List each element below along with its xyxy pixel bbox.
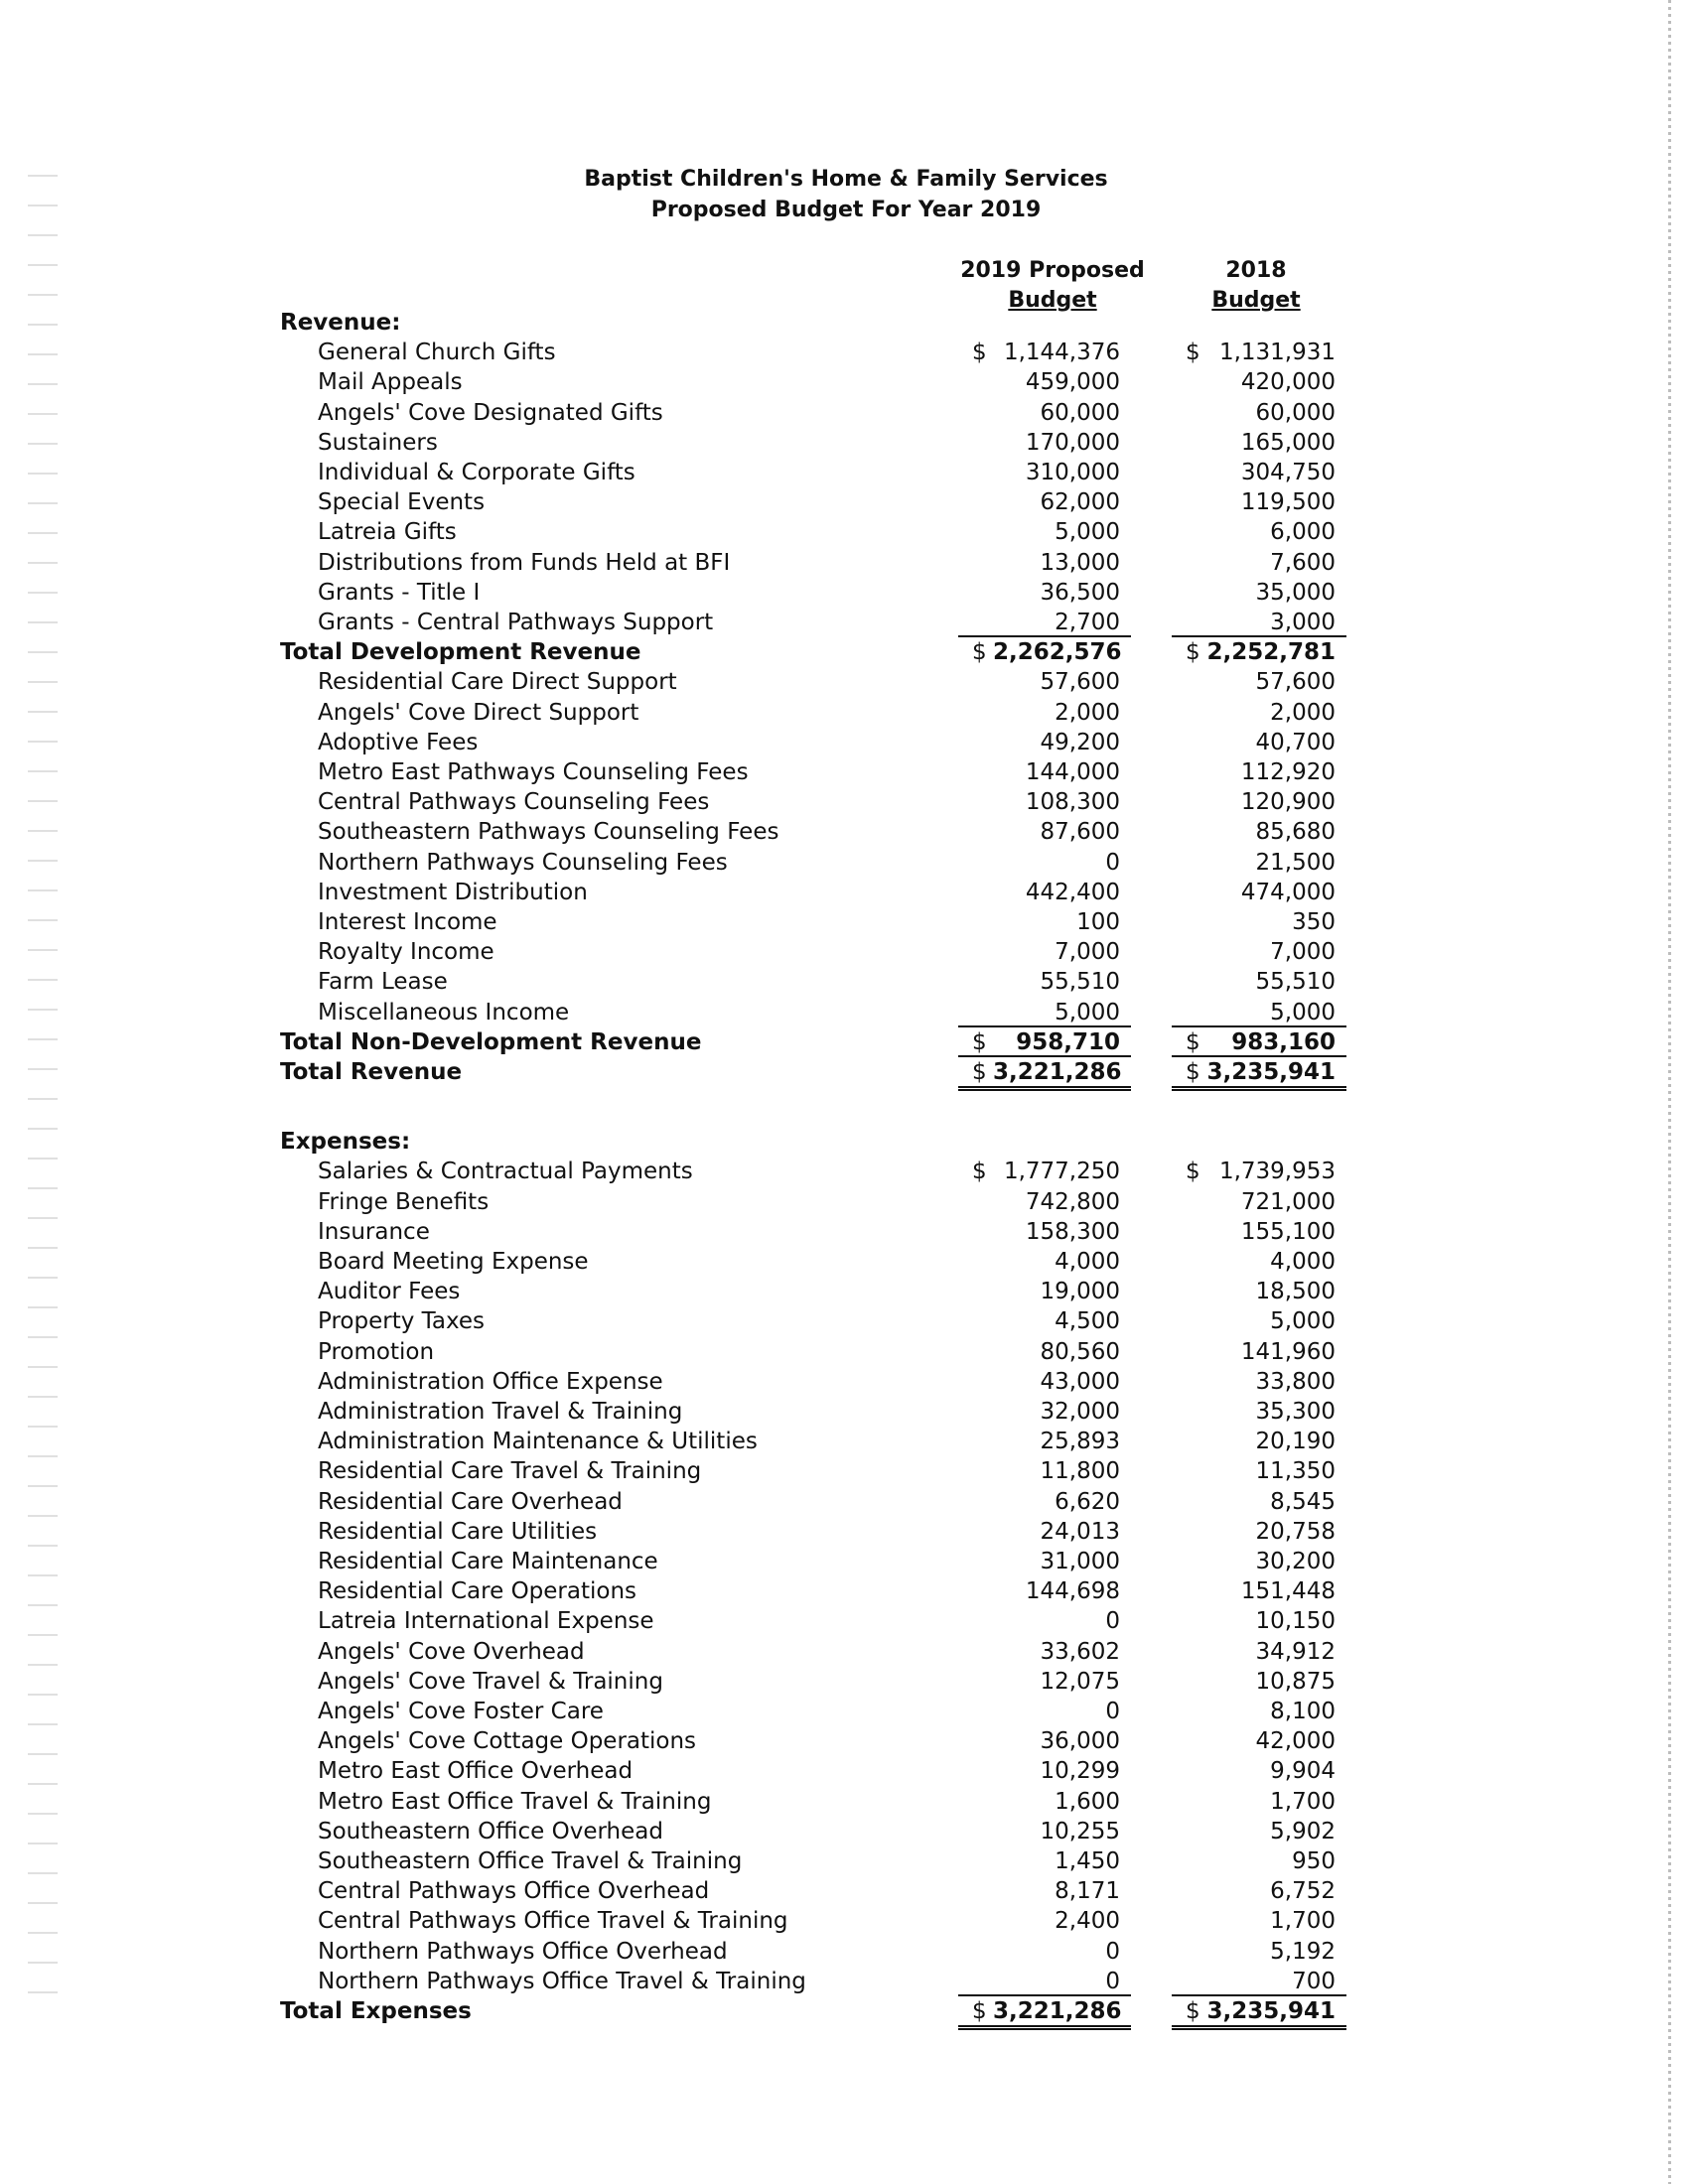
expense-row-currency-2019: $ <box>972 1159 987 1185</box>
expense-row-value-2018: 5,000 <box>1270 1308 1336 1335</box>
double-rule-c1 <box>958 1086 1131 1091</box>
revenue-row <box>0 757 1692 787</box>
expense-row-label: Metro East Office Overhead <box>318 1758 634 1785</box>
expense-row-value-2018: 9,904 <box>1270 1758 1336 1785</box>
total-expenses-row-label: Total Expenses <box>280 1998 472 2024</box>
expense-row-value-2019: 25,893 <box>1040 1429 1120 1455</box>
revenue-row <box>0 998 1692 1027</box>
expense-row <box>0 1157 1692 1186</box>
revenue-heading <box>0 308 1692 338</box>
revenue-row-value-2018: 60,000 <box>1255 399 1336 426</box>
expense-row-value-2018: 30,200 <box>1255 1549 1336 1574</box>
revenue-row-value-2018: 420,000 <box>1240 369 1336 396</box>
revenue-row-label: Northern Pathways Counseling Fees <box>318 849 728 876</box>
expense-row <box>0 1576 1692 1606</box>
revenue-row-label: Interest Income <box>318 909 497 935</box>
expenses-heading <box>0 1127 1692 1157</box>
expense-row-value-2019: 2,400 <box>1055 1908 1120 1935</box>
revenue-row-value-2019: 108,300 <box>1025 789 1120 816</box>
expense-row-value-2019: 19,000 <box>1040 1279 1120 1305</box>
revenue-row-value-2019: 7,000 <box>1055 939 1120 966</box>
expense-row-label: Auditor Fees <box>318 1279 461 1305</box>
revenue-row-label: Residential Care Direct Support <box>318 669 677 696</box>
revenue-row-label: Individual & Corporate Gifts <box>318 460 635 485</box>
revenue-row-value-2019: 0 <box>1105 849 1120 876</box>
expense-row <box>0 1846 1692 1876</box>
expense-row-value-2019: 31,000 <box>1040 1549 1120 1574</box>
revenue-row-value-2018: 6,000 <box>1270 519 1336 546</box>
expense-row-value-2019: 11,800 <box>1040 1458 1120 1485</box>
expense-row-value-2019: 4,500 <box>1055 1308 1120 1335</box>
expense-row-value-2018: 1,700 <box>1270 1788 1336 1815</box>
expense-row-value-2018: 5,902 <box>1270 1818 1336 1844</box>
expense-row-currency-2018: $ <box>1186 1159 1200 1185</box>
expense-row-label: Metro East Office Travel & Training <box>318 1788 712 1815</box>
expense-row-value-2018: 20,758 <box>1255 1518 1336 1545</box>
revenue-row-value-2019: 49,200 <box>1040 729 1120 755</box>
expense-row-value-2019: 36,000 <box>1040 1728 1120 1755</box>
revenue-row <box>0 487 1692 517</box>
revenue-row-currency-2018: $ <box>1186 340 1200 366</box>
expense-row-value-2019: 10,255 <box>1040 1818 1120 1844</box>
expense-row-value-2019: 12,075 <box>1040 1668 1120 1695</box>
total-nondevelopment-row-label: Total Non-Development Revenue <box>280 1028 702 1055</box>
expense-row <box>0 1456 1692 1486</box>
expense-row-value-2019: 1,777,250 <box>1003 1159 1120 1185</box>
revenue-row-value-2019: 60,000 <box>1040 399 1120 426</box>
revenue-row-label: Investment Distribution <box>318 879 588 905</box>
revenue-row-label: Farm Lease <box>318 969 448 996</box>
revenue-row <box>0 787 1692 817</box>
expense-row-label: Northern Pathways Office Overhead <box>318 1938 728 1965</box>
expense-row-label: Southeastern Office Overhead <box>318 1818 663 1844</box>
expense-row-label: Property Taxes <box>318 1308 486 1335</box>
expense-row <box>0 1606 1692 1636</box>
expense-row-value-2019: 4,000 <box>1055 1249 1120 1275</box>
revenue-row <box>0 578 1692 608</box>
revenue-row-value-2018: 5,000 <box>1270 999 1336 1025</box>
revenue-row-label: Miscellaneous Income <box>318 999 570 1025</box>
revenue-row-value-2018: 1,131,931 <box>1218 340 1336 366</box>
org-title: Baptist Children's Home & Family Services <box>584 167 1108 192</box>
column-header-2019-line2: Budget <box>1008 288 1097 313</box>
revenue-heading-label: Revenue: <box>280 310 401 336</box>
expense-row-value-2019: 24,013 <box>1040 1518 1120 1545</box>
revenue-row <box>0 458 1692 487</box>
revenue-row-label: General Church Gifts <box>318 340 556 366</box>
revenue-row-value-2018: 35,000 <box>1255 579 1336 606</box>
expense-row-value-2018: 4,000 <box>1270 1249 1336 1275</box>
expense-row-value-2019: 1,600 <box>1055 1788 1120 1815</box>
expense-row-value-2019: 6,620 <box>1055 1488 1120 1515</box>
expense-row-label: Insurance <box>318 1218 430 1245</box>
revenue-row-value-2018: 165,000 <box>1240 429 1336 456</box>
expense-row-label: Central Pathways Office Overhead <box>318 1878 710 1905</box>
total-revenue-row-currency-2018: $ <box>1186 1059 1200 1085</box>
column-header-2019-line1: 2019 Proposed <box>960 258 1145 283</box>
revenue-row-label: Angels' Cove Designated Gifts <box>318 399 663 426</box>
revenue-row <box>0 667 1692 697</box>
total-nondevelopment-row-value-2018: 983,160 <box>1231 1028 1336 1055</box>
revenue-row-value-2018: 7,600 <box>1270 549 1336 576</box>
expense-row <box>0 1367 1692 1397</box>
expense-row-value-2019: 43,000 <box>1040 1368 1120 1395</box>
expense-row-value-2018: 35,300 <box>1255 1399 1336 1425</box>
expense-row-value-2018: 5,192 <box>1270 1938 1336 1965</box>
total-expenses-row-currency-2018: $ <box>1186 1998 1200 2024</box>
revenue-row <box>0 698 1692 728</box>
expense-row-label: Promotion <box>318 1338 435 1365</box>
total-nondevelopment-row-value-2019: 958,710 <box>1016 1028 1120 1055</box>
expense-row-label: Administration Travel & Training <box>318 1399 683 1425</box>
revenue-row-value-2018: 119,500 <box>1240 489 1336 516</box>
expense-row-value-2018: 141,960 <box>1240 1338 1336 1365</box>
expense-row-value-2018: 8,545 <box>1270 1488 1336 1515</box>
column-header-2018 <box>1167 256 1345 316</box>
expense-row-label: Board Meeting Expense <box>318 1249 589 1275</box>
revenue-row-value-2019: 55,510 <box>1040 969 1120 996</box>
revenue-row <box>0 428 1692 458</box>
total-revenue-row-currency-2019: $ <box>972 1059 987 1085</box>
expense-row-value-2019: 8,171 <box>1055 1878 1120 1905</box>
expense-row <box>0 1667 1692 1697</box>
revenue-row-value-2018: 350 <box>1292 909 1336 935</box>
total-expenses-row-value-2018: 3,235,941 <box>1206 1998 1336 2024</box>
revenue-row-value-2018: 3,000 <box>1270 610 1336 635</box>
budget-subtitle: Proposed Budget For Year 2019 <box>650 198 1042 222</box>
revenue-row-value-2019: 5,000 <box>1055 519 1120 546</box>
expense-row-value-2019: 1,450 <box>1055 1848 1120 1874</box>
total-development-row-value-2018: 2,252,781 <box>1206 639 1336 666</box>
revenue-row-label: Special Events <box>318 489 486 516</box>
expense-row <box>0 1487 1692 1517</box>
expense-row <box>0 1187 1692 1217</box>
column-header-2018-line2: Budget <box>1211 288 1301 313</box>
expense-row-value-2019: 32,000 <box>1040 1399 1120 1425</box>
total-development-row-currency-2018: $ <box>1186 639 1200 666</box>
revenue-row-value-2018: 474,000 <box>1240 879 1336 905</box>
expense-row-value-2019: 33,602 <box>1040 1638 1120 1665</box>
revenue-row <box>0 907 1692 937</box>
expense-row-value-2018: 34,912 <box>1255 1638 1336 1665</box>
revenue-row-value-2018: 40,700 <box>1255 729 1336 755</box>
expense-row-value-2018: 721,000 <box>1240 1188 1336 1215</box>
total-revenue-row-label: Total Revenue <box>280 1059 463 1085</box>
revenue-row-label: Mail Appeals <box>318 369 463 396</box>
expense-row-value-2018: 10,150 <box>1255 1608 1336 1635</box>
expense-row <box>0 1547 1692 1576</box>
expense-row-label: Angels' Cove Overhead <box>318 1638 585 1665</box>
expenses-heading-label: Expenses: <box>280 1129 411 1156</box>
revenue-row-currency-2019: $ <box>972 340 987 366</box>
expense-row-value-2019: 0 <box>1105 1938 1120 1965</box>
expense-row <box>0 1937 1692 1967</box>
revenue-row <box>0 937 1692 967</box>
total-expenses-row <box>0 1996 1692 2026</box>
expense-row-value-2018: 700 <box>1292 1968 1336 1994</box>
expense-row-value-2019: 0 <box>1105 1608 1120 1635</box>
expense-row <box>0 1397 1692 1427</box>
expense-row-label: Residential Care Travel & Training <box>318 1458 702 1485</box>
double-rule-c1 <box>958 2025 1131 2030</box>
revenue-row <box>0 878 1692 907</box>
total-nondevelopment-row-currency-2018: $ <box>1186 1028 1200 1055</box>
expense-row <box>0 1637 1692 1667</box>
expense-row <box>0 1726 1692 1756</box>
revenue-row-value-2019: 144,000 <box>1025 759 1120 785</box>
revenue-row-value-2019: 170,000 <box>1025 429 1120 456</box>
total-nondevelopment-row-currency-2019: $ <box>972 1028 987 1055</box>
revenue-row-value-2019: 36,500 <box>1040 579 1120 606</box>
expense-row-label: Residential Care Overhead <box>318 1488 623 1515</box>
revenue-row-label: Angels' Cove Direct Support <box>318 699 639 726</box>
expense-row-label: Angels' Cove Cottage Operations <box>318 1728 697 1755</box>
total-expenses-row-value-2019: 3,221,286 <box>993 1998 1122 2024</box>
total-revenue-row-value-2018: 3,235,941 <box>1206 1059 1336 1085</box>
revenue-row <box>0 548 1692 578</box>
revenue-row-value-2019: 62,000 <box>1040 489 1120 516</box>
revenue-row-label: Central Pathways Counseling Fees <box>318 789 710 816</box>
expense-row-label: Southeastern Office Travel & Training <box>318 1848 743 1874</box>
revenue-row-label: Southeastern Pathways Counseling Fees <box>318 819 779 846</box>
expense-row-value-2018: 33,800 <box>1255 1368 1336 1395</box>
total-expenses-row-currency-2019: $ <box>972 1998 987 2024</box>
revenue-row-value-2019: 13,000 <box>1040 549 1120 576</box>
revenue-row <box>0 848 1692 878</box>
revenue-row <box>0 338 1692 367</box>
revenue-row-value-2018: 85,680 <box>1255 819 1336 846</box>
revenue-row-value-2019: 5,000 <box>1055 999 1120 1025</box>
revenue-row-label: Grants - Title I <box>318 579 481 606</box>
expense-row-value-2019: 144,698 <box>1025 1578 1120 1605</box>
expense-row-label: Residential Care Maintenance <box>318 1549 658 1574</box>
revenue-row <box>0 817 1692 847</box>
expense-row <box>0 1306 1692 1336</box>
revenue-row-value-2018: 55,510 <box>1255 969 1336 996</box>
expense-row <box>0 1427 1692 1456</box>
expense-row <box>0 1906 1692 1936</box>
revenue-row-label: Latreia Gifts <box>318 519 457 546</box>
revenue-row <box>0 967 1692 997</box>
revenue-row-value-2019: 310,000 <box>1025 460 1120 485</box>
expense-row-value-2019: 0 <box>1105 1699 1120 1724</box>
revenue-row <box>0 398 1692 428</box>
expense-row <box>0 1517 1692 1547</box>
revenue-row-value-2019: 2,700 <box>1055 610 1120 635</box>
revenue-row <box>0 728 1692 757</box>
revenue-row-value-2019: 1,144,376 <box>1003 340 1120 366</box>
expense-row-label: Fringe Benefits <box>318 1188 490 1215</box>
expense-row-value-2019: 10,299 <box>1040 1758 1120 1785</box>
expense-row <box>0 1697 1692 1726</box>
expense-row-value-2019: 742,800 <box>1025 1188 1120 1215</box>
column-header-2019 <box>948 256 1157 316</box>
expense-row <box>0 1787 1692 1817</box>
expense-row-value-2018: 155,100 <box>1240 1218 1336 1245</box>
revenue-row-value-2019: 459,000 <box>1025 369 1120 396</box>
revenue-row <box>0 517 1692 547</box>
expense-row-value-2018: 42,000 <box>1255 1728 1336 1755</box>
expense-row <box>0 1277 1692 1306</box>
expense-row <box>0 1217 1692 1247</box>
revenue-row-label: Grants - Central Pathways Support <box>318 610 714 635</box>
column-header-2018-line1: 2018 <box>1225 258 1287 283</box>
expense-row-label: Administration Maintenance & Utilities <box>318 1429 758 1455</box>
revenue-row-value-2018: 2,000 <box>1270 699 1336 726</box>
total-development-row-currency-2019: $ <box>972 639 987 666</box>
expense-row-label: Angels' Cove Travel & Training <box>318 1668 663 1695</box>
revenue-row-label: Metro East Pathways Counseling Fees <box>318 759 749 785</box>
expense-row-label: Salaries & Contractual Payments <box>318 1159 693 1185</box>
revenue-row-value-2018: 120,900 <box>1240 789 1336 816</box>
revenue-row-value-2019: 442,400 <box>1025 879 1120 905</box>
revenue-row-value-2019: 57,600 <box>1040 669 1120 696</box>
expense-row <box>0 1876 1692 1906</box>
double-rule-c2 <box>1172 2025 1346 2030</box>
expense-row-label: Residential Care Operations <box>318 1578 637 1605</box>
expense-row-value-2019: 0 <box>1105 1968 1120 1994</box>
expense-row-label: Latreia International Expense <box>318 1608 654 1635</box>
revenue-row-value-2018: 112,920 <box>1240 759 1336 785</box>
revenue-row <box>0 608 1692 637</box>
expense-row-label: Residential Care Utilities <box>318 1518 598 1545</box>
expense-row-value-2018: 1,739,953 <box>1218 1159 1336 1185</box>
expense-row-value-2019: 80,560 <box>1040 1338 1120 1365</box>
total-revenue-row <box>0 1057 1692 1087</box>
revenue-row-value-2018: 7,000 <box>1270 939 1336 966</box>
expense-row-label: Angels' Cove Foster Care <box>318 1699 604 1724</box>
revenue-row-value-2018: 57,600 <box>1255 669 1336 696</box>
revenue-row-label: Distributions from Funds Held at BFI <box>318 549 731 576</box>
expense-row-label: Administration Office Expense <box>318 1368 663 1395</box>
expense-row-value-2018: 18,500 <box>1255 1279 1336 1305</box>
expense-row-label: Northern Pathways Office Travel & Training <box>318 1968 806 1994</box>
expense-row-value-2018: 10,875 <box>1255 1668 1336 1695</box>
expense-row-label: Central Pathways Office Travel & Training <box>318 1908 788 1935</box>
total-revenue-row-value-2019: 3,221,286 <box>993 1059 1122 1085</box>
expense-row <box>0 1756 1692 1786</box>
expense-row-value-2018: 6,752 <box>1270 1878 1336 1905</box>
expense-row <box>0 1817 1692 1846</box>
expense-row-value-2018: 950 <box>1292 1848 1336 1874</box>
total-development-row-value-2019: 2,262,576 <box>993 639 1122 666</box>
expense-row-value-2019: 158,300 <box>1025 1218 1120 1245</box>
total-nondevelopment-row <box>0 1027 1692 1057</box>
revenue-row-label: Sustainers <box>318 429 438 456</box>
revenue-row-label: Royalty Income <box>318 939 494 966</box>
revenue-row-value-2019: 2,000 <box>1055 699 1120 726</box>
revenue-row-value-2018: 21,500 <box>1255 849 1336 876</box>
revenue-row <box>0 367 1692 397</box>
expense-row <box>0 1247 1692 1277</box>
expense-row-value-2018: 151,448 <box>1240 1578 1336 1605</box>
expense-row-value-2018: 1,700 <box>1270 1908 1336 1935</box>
expense-row-value-2018: 20,190 <box>1255 1429 1336 1455</box>
double-rule-c2 <box>1172 1086 1346 1091</box>
revenue-row-value-2018: 304,750 <box>1240 460 1336 485</box>
expense-row-value-2018: 11,350 <box>1255 1458 1336 1485</box>
expense-row <box>0 1337 1692 1367</box>
total-development-row-label: Total Development Revenue <box>280 639 641 666</box>
expense-row <box>0 1967 1692 1996</box>
total-development-row <box>0 637 1692 667</box>
expense-row-value-2018: 8,100 <box>1270 1699 1336 1724</box>
revenue-row-value-2019: 100 <box>1076 909 1120 935</box>
revenue-row-value-2019: 87,600 <box>1040 819 1120 846</box>
revenue-row-label: Adoptive Fees <box>318 729 479 755</box>
